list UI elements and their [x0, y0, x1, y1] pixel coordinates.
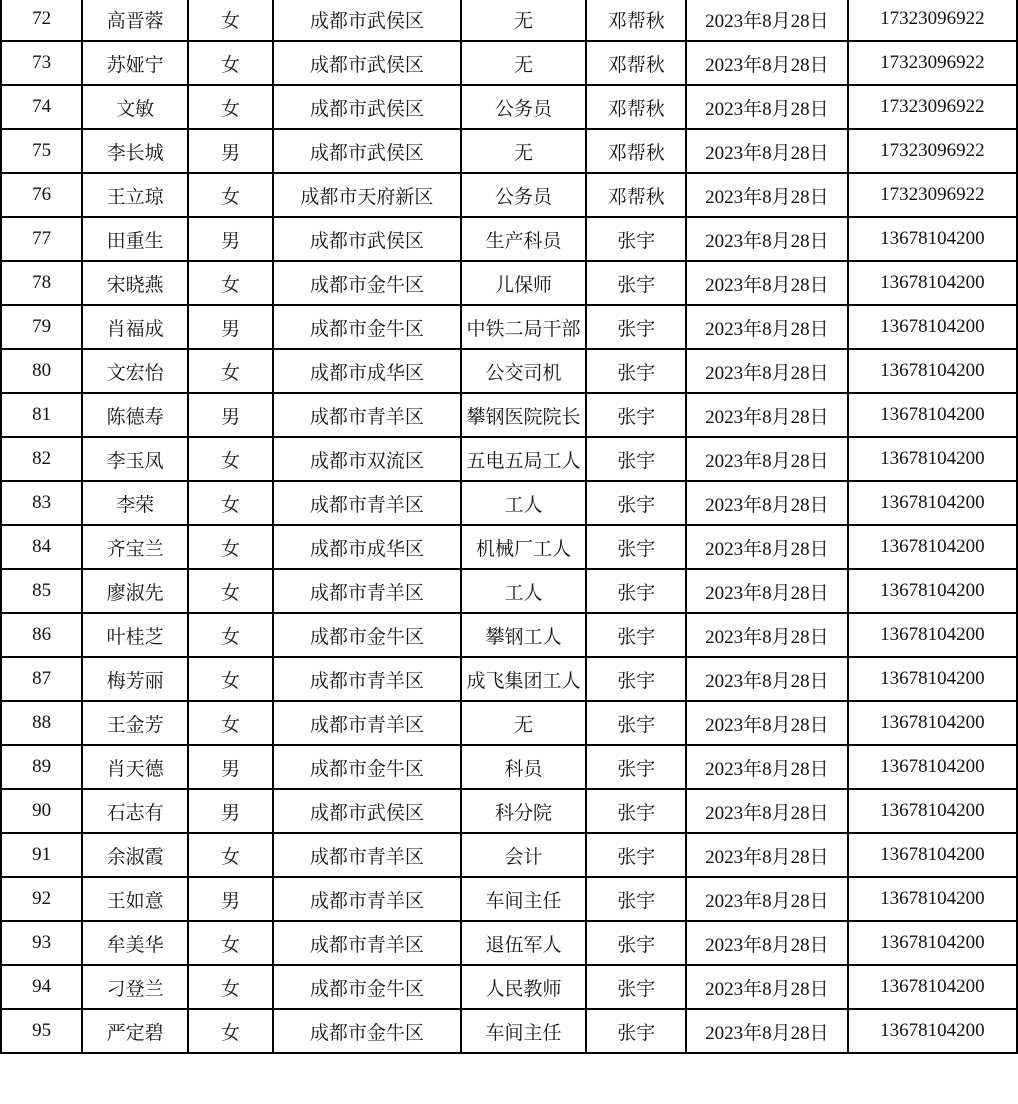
- occupation-cell: 工人: [461, 569, 587, 613]
- date-cell: 2023年8月28日: [686, 481, 848, 525]
- phone-cell: 17323096922: [848, 129, 1017, 173]
- gender-cell: 女: [188, 85, 273, 129]
- phone-cell: 13678104200: [848, 217, 1017, 261]
- table-row: [1, 261, 1017, 305]
- date-cell: 2023年8月28日: [686, 701, 848, 745]
- contact-person-cell: 张宇: [586, 833, 686, 877]
- row-number-cell: 90: [1, 789, 82, 833]
- district-cell: 成都市武侯区: [273, 217, 460, 261]
- table-row: [1, 481, 1017, 525]
- contact-person-cell: 邓帮秋: [586, 41, 686, 85]
- row-number-cell: 80: [1, 349, 82, 393]
- contact-person-cell: 张宇: [586, 965, 686, 1009]
- phone-cell: 13678104200: [848, 613, 1017, 657]
- name-cell: 肖福成: [82, 305, 188, 349]
- table-row: [1, 217, 1017, 261]
- gender-cell: 女: [188, 569, 273, 613]
- district-cell: 成都市青羊区: [273, 569, 460, 613]
- gender-cell: 女: [188, 0, 273, 41]
- name-cell: 文宏怡: [82, 349, 188, 393]
- occupation-cell: 车间主任: [461, 1009, 587, 1053]
- contact-person-cell: 邓帮秋: [586, 85, 686, 129]
- name-cell: 严定碧: [82, 1009, 188, 1053]
- name-cell: 廖淑先: [82, 569, 188, 613]
- occupation-cell: 生产科员: [461, 217, 587, 261]
- district-cell: 成都市金牛区: [273, 1009, 460, 1053]
- row-number-cell: 83: [1, 481, 82, 525]
- table-row: [1, 437, 1017, 481]
- gender-cell: 女: [188, 481, 273, 525]
- occupation-cell: 车间主任: [461, 877, 587, 921]
- occupation-cell: 人民教师: [461, 965, 587, 1009]
- gender-cell: 男: [188, 745, 273, 789]
- gender-cell: 女: [188, 525, 273, 569]
- date-cell: 2023年8月28日: [686, 261, 848, 305]
- phone-cell: 13678104200: [848, 437, 1017, 481]
- occupation-cell: 会计: [461, 833, 587, 877]
- district-cell: 成都市武侯区: [273, 41, 460, 85]
- occupation-cell: 攀钢工人: [461, 613, 587, 657]
- row-number-cell: 87: [1, 657, 82, 701]
- name-cell: 高晋蓉: [82, 0, 188, 41]
- district-cell: 成都市金牛区: [273, 965, 460, 1009]
- phone-cell: 17323096922: [848, 173, 1017, 217]
- row-number-cell: 82: [1, 437, 82, 481]
- name-cell: 余淑霞: [82, 833, 188, 877]
- date-cell: 2023年8月28日: [686, 657, 848, 701]
- occupation-cell: 机械厂工人: [461, 525, 587, 569]
- table-row: [1, 129, 1017, 173]
- district-cell: 成都市天府新区: [273, 173, 460, 217]
- contact-person-cell: 张宇: [586, 349, 686, 393]
- row-number-cell: 81: [1, 393, 82, 437]
- date-cell: 2023年8月28日: [686, 569, 848, 613]
- table-row: [1, 349, 1017, 393]
- district-cell: 成都市双流区: [273, 437, 460, 481]
- table-row: [1, 41, 1017, 85]
- row-number-cell: 91: [1, 833, 82, 877]
- district-cell: 成都市青羊区: [273, 393, 460, 437]
- table-row: [1, 613, 1017, 657]
- occupation-cell: 成飞集团工人: [461, 657, 587, 701]
- table-row: [1, 877, 1017, 921]
- table-row: [1, 1009, 1017, 1053]
- row-number-cell: 74: [1, 85, 82, 129]
- name-cell: 梅芳丽: [82, 657, 188, 701]
- date-cell: 2023年8月28日: [686, 173, 848, 217]
- district-cell: 成都市青羊区: [273, 921, 460, 965]
- date-cell: 2023年8月28日: [686, 349, 848, 393]
- name-cell: 田重生: [82, 217, 188, 261]
- district-cell: 成都市青羊区: [273, 701, 460, 745]
- phone-cell: 13678104200: [848, 481, 1017, 525]
- contact-person-cell: 张宇: [586, 877, 686, 921]
- occupation-cell: 无: [461, 41, 587, 85]
- date-cell: 2023年8月28日: [686, 789, 848, 833]
- row-number-cell: 85: [1, 569, 82, 613]
- date-cell: 2023年8月28日: [686, 613, 848, 657]
- occupation-cell: 公务员: [461, 173, 587, 217]
- row-number-cell: 79: [1, 305, 82, 349]
- name-cell: 苏娅宁: [82, 41, 188, 85]
- row-number-cell: 75: [1, 129, 82, 173]
- contact-person-cell: 张宇: [586, 789, 686, 833]
- district-cell: 成都市武侯区: [273, 789, 460, 833]
- contact-person-cell: 张宇: [586, 437, 686, 481]
- date-cell: 2023年8月28日: [686, 129, 848, 173]
- occupation-cell: 退伍军人: [461, 921, 587, 965]
- occupation-cell: 五电五局工人: [461, 437, 587, 481]
- date-cell: 2023年8月28日: [686, 965, 848, 1009]
- table-row: [1, 569, 1017, 613]
- district-cell: 成都市武侯区: [273, 0, 460, 41]
- table-row: [1, 745, 1017, 789]
- gender-cell: 女: [188, 437, 273, 481]
- occupation-cell: 科员: [461, 745, 587, 789]
- row-number-cell: 93: [1, 921, 82, 965]
- district-cell: 成都市青羊区: [273, 657, 460, 701]
- row-number-cell: 89: [1, 745, 82, 789]
- name-cell: 石志有: [82, 789, 188, 833]
- row-number-cell: 94: [1, 965, 82, 1009]
- gender-cell: 男: [188, 129, 273, 173]
- table-row: [1, 789, 1017, 833]
- gender-cell: 女: [188, 701, 273, 745]
- occupation-cell: 中铁二局干部: [461, 305, 587, 349]
- gender-cell: 女: [188, 261, 273, 305]
- date-cell: 2023年8月28日: [686, 833, 848, 877]
- date-cell: 2023年8月28日: [686, 525, 848, 569]
- date-cell: 2023年8月28日: [686, 921, 848, 965]
- table-row: [1, 173, 1017, 217]
- gender-cell: 女: [188, 41, 273, 85]
- gender-cell: 女: [188, 965, 273, 1009]
- occupation-cell: 儿保师: [461, 261, 587, 305]
- name-cell: 陈德寿: [82, 393, 188, 437]
- phone-cell: 13678104200: [848, 261, 1017, 305]
- date-cell: 2023年8月28日: [686, 437, 848, 481]
- table-row: [1, 833, 1017, 877]
- date-cell: 2023年8月28日: [686, 217, 848, 261]
- phone-cell: 13678104200: [848, 525, 1017, 569]
- name-cell: 刁登兰: [82, 965, 188, 1009]
- district-cell: 成都市金牛区: [273, 261, 460, 305]
- gender-cell: 女: [188, 173, 273, 217]
- phone-cell: 13678104200: [848, 833, 1017, 877]
- gender-cell: 男: [188, 877, 273, 921]
- gender-cell: 女: [188, 1009, 273, 1053]
- date-cell: 2023年8月28日: [686, 1009, 848, 1053]
- contact-person-cell: 张宇: [586, 261, 686, 305]
- contact-person-cell: 邓帮秋: [586, 173, 686, 217]
- phone-cell: 13678104200: [848, 569, 1017, 613]
- occupation-cell: 无: [461, 701, 587, 745]
- name-cell: 李玉凤: [82, 437, 188, 481]
- phone-cell: 13678104200: [848, 877, 1017, 921]
- name-cell: 肖天德: [82, 745, 188, 789]
- contact-person-cell: 张宇: [586, 217, 686, 261]
- gender-cell: 女: [188, 657, 273, 701]
- name-cell: 齐宝兰: [82, 525, 188, 569]
- phone-cell: 13678104200: [848, 921, 1017, 965]
- contact-person-cell: 张宇: [586, 305, 686, 349]
- contact-person-cell: 张宇: [586, 393, 686, 437]
- phone-cell: 17323096922: [848, 0, 1017, 41]
- gender-cell: 男: [188, 789, 273, 833]
- row-number-cell: 76: [1, 173, 82, 217]
- occupation-cell: 公交司机: [461, 349, 587, 393]
- date-cell: 2023年8月28日: [686, 41, 848, 85]
- row-number-cell: 84: [1, 525, 82, 569]
- table-row: [1, 393, 1017, 437]
- date-cell: 2023年8月28日: [686, 85, 848, 129]
- table-row: [1, 85, 1017, 129]
- row-number-cell: 77: [1, 217, 82, 261]
- occupation-cell: 科分院: [461, 789, 587, 833]
- occupation-cell: 无: [461, 129, 587, 173]
- date-cell: 2023年8月28日: [686, 0, 848, 41]
- district-cell: 成都市青羊区: [273, 877, 460, 921]
- name-cell: 牟美华: [82, 921, 188, 965]
- gender-cell: 女: [188, 833, 273, 877]
- row-number-cell: 92: [1, 877, 82, 921]
- name-cell: 李荣: [82, 481, 188, 525]
- occupation-cell: 无: [461, 0, 587, 41]
- phone-cell: 13678104200: [848, 657, 1017, 701]
- phone-cell: 13678104200: [848, 393, 1017, 437]
- district-cell: 成都市金牛区: [273, 305, 460, 349]
- district-cell: 成都市青羊区: [273, 481, 460, 525]
- name-cell: 王如意: [82, 877, 188, 921]
- row-number-cell: 78: [1, 261, 82, 305]
- row-number-cell: 73: [1, 41, 82, 85]
- gender-cell: 女: [188, 349, 273, 393]
- phone-cell: 13678104200: [848, 745, 1017, 789]
- date-cell: 2023年8月28日: [686, 305, 848, 349]
- row-number-cell: 86: [1, 613, 82, 657]
- gender-cell: 男: [188, 305, 273, 349]
- table-row: [1, 965, 1017, 1009]
- district-cell: 成都市青羊区: [273, 833, 460, 877]
- name-cell: 叶桂芝: [82, 613, 188, 657]
- district-cell: 成都市金牛区: [273, 745, 460, 789]
- district-cell: 成都市武侯区: [273, 129, 460, 173]
- phone-cell: 17323096922: [848, 41, 1017, 85]
- contact-person-cell: 邓帮秋: [586, 129, 686, 173]
- date-cell: 2023年8月28日: [686, 877, 848, 921]
- table-row: [1, 657, 1017, 701]
- name-cell: 文敏: [82, 85, 188, 129]
- row-number-cell: 88: [1, 701, 82, 745]
- gender-cell: 男: [188, 393, 273, 437]
- district-cell: 成都市成华区: [273, 349, 460, 393]
- contact-person-cell: 张宇: [586, 921, 686, 965]
- table-row: [1, 0, 1017, 41]
- gender-cell: 女: [188, 921, 273, 965]
- phone-cell: 17323096922: [848, 85, 1017, 129]
- contact-person-cell: 张宇: [586, 569, 686, 613]
- district-cell: 成都市武侯区: [273, 85, 460, 129]
- contact-person-cell: 张宇: [586, 481, 686, 525]
- name-cell: 宋晓燕: [82, 261, 188, 305]
- contact-person-cell: 张宇: [586, 1009, 686, 1053]
- gender-cell: 女: [188, 613, 273, 657]
- date-cell: 2023年8月28日: [686, 745, 848, 789]
- name-cell: 王金芳: [82, 701, 188, 745]
- name-cell: 王立琼: [82, 173, 188, 217]
- contact-person-cell: 张宇: [586, 657, 686, 701]
- date-cell: 2023年8月28日: [686, 393, 848, 437]
- occupation-cell: 攀钢医院院长: [461, 393, 587, 437]
- contact-person-cell: 张宇: [586, 701, 686, 745]
- name-cell: 李长城: [82, 129, 188, 173]
- phone-cell: 13678104200: [848, 1009, 1017, 1053]
- table-row: [1, 921, 1017, 965]
- table-row: [1, 305, 1017, 349]
- phone-cell: 13678104200: [848, 789, 1017, 833]
- phone-cell: 13678104200: [848, 701, 1017, 745]
- district-cell: 成都市成华区: [273, 525, 460, 569]
- row-number-cell: 72: [1, 0, 82, 41]
- table-row: [1, 525, 1017, 569]
- contact-person-cell: 张宇: [586, 525, 686, 569]
- district-cell: 成都市金牛区: [273, 613, 460, 657]
- phone-cell: 13678104200: [848, 305, 1017, 349]
- row-number-cell: 95: [1, 1009, 82, 1053]
- contact-person-cell: 张宇: [586, 613, 686, 657]
- occupation-cell: 工人: [461, 481, 587, 525]
- gender-cell: 男: [188, 217, 273, 261]
- contact-person-cell: 张宇: [586, 745, 686, 789]
- table-row: [1, 701, 1017, 745]
- phone-cell: 13678104200: [848, 349, 1017, 393]
- contact-person-cell: 邓帮秋: [586, 0, 686, 41]
- phone-cell: 13678104200: [848, 965, 1017, 1009]
- occupation-cell: 公务员: [461, 85, 587, 129]
